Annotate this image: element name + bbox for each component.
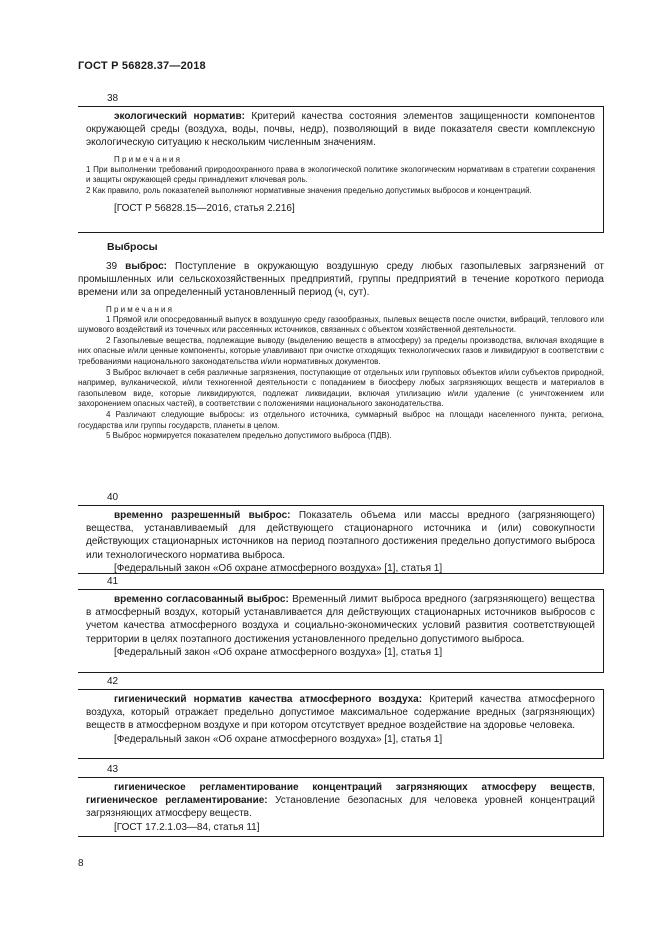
term-entry-42	[78, 689, 604, 759]
note: 3 Выброс включает в себя различные загрязнения, поступающие от отдельных или групповых объектов и/или субъектов природной, например, вулканической, и/или техногенной деятельности с попаданием в биосферу любых загрязняющих веществ и материалов в газопылевом виде, которые ликвидируются, подлежат ликвидации, включая утилизацию и/или удаление (с уничтожением или захоронением опасных частей), в соответствии с положениями национального законодательства.	[78, 367, 604, 409]
notes-title: Примечания	[114, 154, 183, 164]
entry-number: 40	[107, 492, 119, 503]
term-reference: [ГОСТ Р 56828.15—2016, статья 2.216]	[114, 203, 295, 215]
page-number: 8	[78, 858, 84, 869]
term-definition: временно разрешенный выброс: Показатель объема или массы вредного (загрязняющего) вещества, устанавливаемый для действующего стационарного источника и (или) совокупности действующих стационарных источников на период поэтапного достижения предельно допустимого выброса или технологического норматива выброса.	[86, 510, 595, 561]
term: экологический норматив:	[114, 111, 245, 122]
term-entry-38	[78, 106, 604, 233]
term-definition: экологический норматив: Критерий качества состояния элементов защищенности компонентов окружающей среды (воздуха, воды, почвы, недр), позволяющий в виде показателя свести комплексную экологическую ситуацию к нескольким численным значениям.	[86, 111, 595, 149]
note: 5 Выброс нормируется показателем предельно допустимого выброса (ПДВ).	[106, 431, 392, 441]
term-reference: [ГОСТ 17.2.1.03—84, статья 11]	[114, 821, 260, 833]
term-definition: гигиеническое регламентирование концентраций загрязняющих атмосферу веществ, гигиеническое регламентирование: Установление безопасных для человека уровней концентраций загрязняющих атмосферу веществ.	[86, 782, 595, 820]
entry-number: 42	[107, 676, 119, 687]
note: 2 Как правило, роль показателей выполняют нормативные значения предельно допустимых выбросов и концентраций.	[86, 185, 532, 195]
term-definition: 39 выброс: Поступление в окружающую воздушную среду любых газопылевых загрязнений от промышленных или сельскохозяйственных предприятий, группы предприятий в течение короткого периода времени или за определенный установленный период (ч, сут).	[78, 261, 604, 299]
term-reference: [Федеральный закон «Об охране атмосферного воздуха» [1], статья 1]	[114, 562, 443, 574]
entry-number: 43	[107, 764, 119, 775]
term-definition: временно согласованный выброс: Временный лимит выброса вредного (загрязняющего) вещества в атмосферный воздух, который устанавливается для действующих стационарных источников выбросов с учетом качества атмосферного воздуха и социально-экономических условий развития соответствующей территории в целях поэтапного достижения установленного предельно допустимого выброса.	[86, 594, 595, 645]
term-entry-41	[78, 589, 604, 673]
term: временно разрешенный выброс:	[114, 510, 291, 521]
entry-number: 41	[107, 576, 119, 587]
term: временно согласованный выброс:	[114, 594, 289, 605]
term-definition: гигиенический норматив качества атмосферного воздуха: Критерий качества атмосферного воздуха, который отражает предельно допустимое максимальное содержание вредных (загрязняющих) веществ в атмосферном воздухе и при котором отсутствует вредное воздействие на здоровье человека.	[86, 694, 595, 732]
section-title: Выбросы	[107, 241, 158, 253]
note: 2 Газопылевые вещества, подлежащие выводу (выделению веществ в атмосферу) за пределы производства, включая входящие в них опасные и/или ценные компоненты, которые улавливают при очистке отходящих технологических газов и ликвидируют в соответствии с требованиями национального законодательства и/или нормативных документов.	[78, 335, 604, 366]
entry-number: 38	[107, 93, 119, 104]
term: гигиенический норматив качества атмосферного воздуха:	[114, 694, 423, 705]
term-reference: [Федеральный закон «Об охране атмосферного воздуха» [1], статья 1]	[114, 646, 443, 658]
term: выброс:	[125, 261, 168, 272]
term-reference: [Федеральный закон «Об охране атмосферного воздуха» [1], статья 1]	[114, 733, 443, 745]
term-synonym: гигиеническое регламентирование:	[86, 795, 268, 807]
document-header: ГОСТ Р 56828.37—2018	[78, 60, 206, 72]
term-entry-40	[78, 505, 604, 574]
note: 1 При выполнении требований природоохранного права в экологической политике экологическим нормативам в стратегии сохранения и защиты окружающей среды принадлежит ключевая роль.	[86, 164, 595, 185]
note: 1 Прямой или опосредованный выпуск в воздушную среду газообразных, пылевых веществ после очистки, вибраций, теплового или шумового воздействий из точечных или рассеянных источников, связанных с объектом хозяйственной деятельности.	[78, 314, 604, 335]
term: гигиеническое регламентирование концентраций загрязняющих атмосферу веществ	[114, 782, 593, 793]
note: 4 Различают следующие выбросы: из отдельного источника, суммарный выброс на площади населенного пункта, региона, государства или группы государств, планеты в целом.	[78, 409, 604, 430]
term-entry-43	[78, 777, 604, 837]
term-entry-39	[78, 260, 604, 442]
notes-title: Примечания	[106, 304, 175, 314]
